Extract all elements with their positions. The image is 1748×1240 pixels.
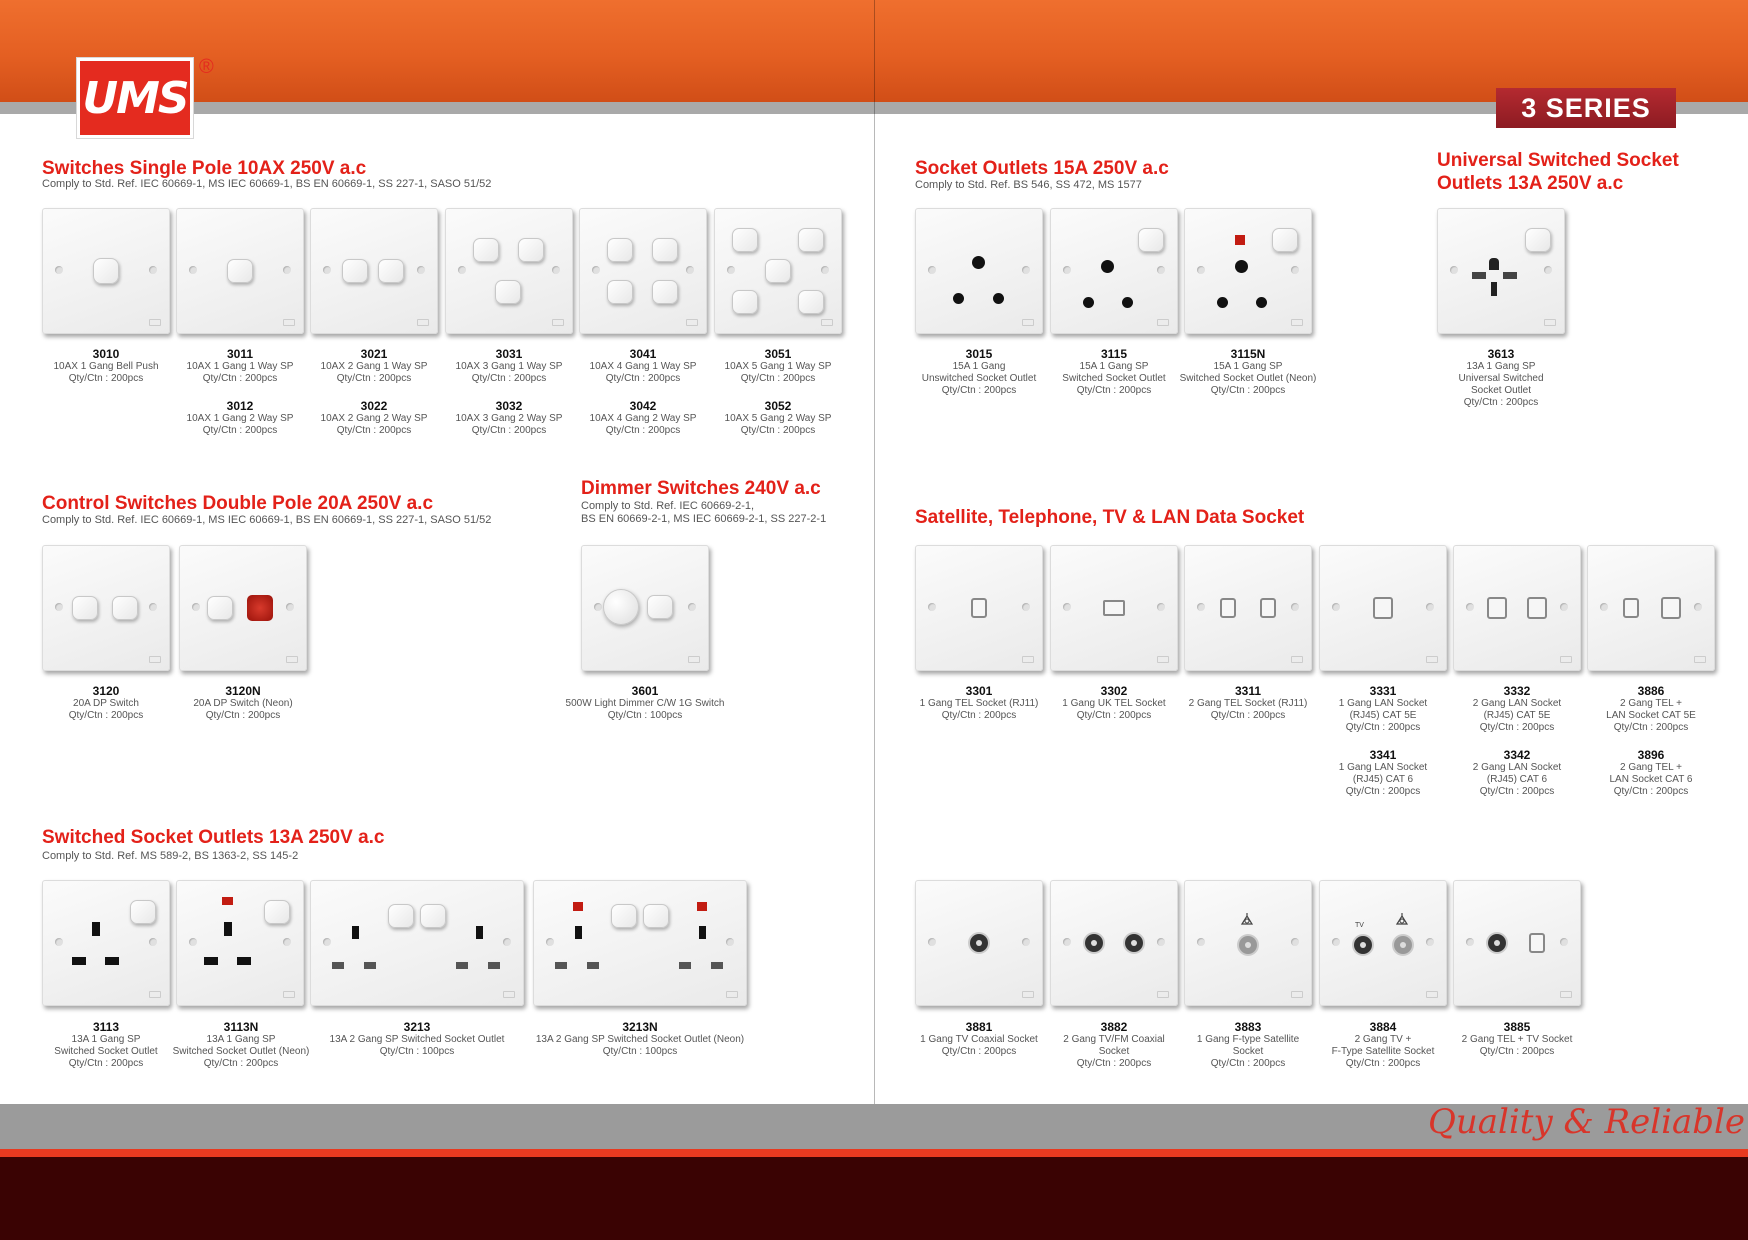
caption-3010: 3010 10AX 1 Gang Bell Push Qty/Ctn : 200pcs xyxy=(53,347,159,384)
rocker xyxy=(607,280,633,304)
plate-3613 xyxy=(1437,208,1565,334)
neon-indicator xyxy=(573,902,583,911)
rocker xyxy=(1138,228,1164,252)
heading-switched-13a: Switched Socket Outlets 13A 250V a.c xyxy=(42,827,385,848)
pin-slot xyxy=(105,957,119,965)
pin-hole xyxy=(1083,297,1094,308)
bell-push-button xyxy=(93,258,119,284)
pin-hole xyxy=(1256,297,1267,308)
earth-pin-slot xyxy=(699,926,706,939)
caption-3015: 3015 15A 1 Gang Unswitched Socket Outlet Qty/Ctn : 200pcs xyxy=(921,347,1037,396)
tv-label: TV xyxy=(1355,922,1364,929)
caption-3331: 3331 1 Gang LAN Socket (RJ45) CAT 5E Qty/Ctn : 200pcs xyxy=(1338,684,1428,733)
plate-3041 xyxy=(579,208,707,334)
rocker xyxy=(207,596,233,620)
tagline: Quality & Reliable xyxy=(1428,1102,1746,1142)
earth-pin-slot xyxy=(476,926,483,939)
caption-3302: 3302 1 Gang UK TEL Socket Qty/Ctn : 200pcs xyxy=(1062,684,1166,721)
rocker xyxy=(378,259,404,283)
caption-3883: 3883 1 Gang F-type Satellite Socket Qty/Ctn : 200pcs xyxy=(1196,1020,1300,1069)
rocker xyxy=(652,238,678,262)
neon-indicator xyxy=(697,902,707,911)
plate-3886 xyxy=(1587,545,1715,671)
caption-3301: 3301 1 Gang TEL Socket (RJ11) Qty/Ctn : 200pcs xyxy=(919,684,1039,721)
pin-hole xyxy=(993,293,1004,304)
pin-slot xyxy=(587,962,599,969)
rocker xyxy=(420,904,446,928)
dimmer-knob xyxy=(603,589,639,625)
universal-slot xyxy=(1472,272,1486,279)
plate-3015 xyxy=(915,208,1043,334)
rocker xyxy=(72,596,98,620)
pin-slot xyxy=(711,962,723,969)
rocker xyxy=(518,238,544,262)
rocker xyxy=(611,904,637,928)
pin-slot xyxy=(555,962,567,969)
ref-socket-15a: Comply to Std. Ref. BS 546, SS 472, MS 1577 xyxy=(915,179,1142,191)
rj45-jack xyxy=(1487,597,1507,619)
caption-3011: 3011 10AX 1 Gang 1 Way SP Qty/Ctn : 200pcs xyxy=(186,347,294,384)
rj45-jack xyxy=(1661,597,1681,619)
plate-3021 xyxy=(310,208,438,334)
plate-3011 xyxy=(176,208,304,334)
heading-control-switches: Control Switches Double Pole 20A 250V a.c xyxy=(42,493,434,514)
caption-3886: 3886 2 Gang TEL + LAN Socket CAT 5E Qty/Ctn : 200pcs xyxy=(1606,684,1696,733)
rj11-jack xyxy=(1260,598,1276,618)
satellite-icon xyxy=(1239,912,1255,928)
rocker xyxy=(342,259,368,283)
neon-indicator xyxy=(222,897,233,905)
pin-slot xyxy=(456,962,468,969)
pin-slot xyxy=(488,962,500,969)
ref-switched-13a: Comply to Std. Ref. MS 589-2, BS 1363-2, SS 145-2 xyxy=(42,850,299,862)
caption-3012: 3012 10AX 1 Gang 2 Way SP Qty/Ctn : 200pcs xyxy=(186,399,294,436)
caption-3115N: 3115N 15A 1 Gang SP Switched Socket Outlet (Neon) Qty/Ctn : 200pcs xyxy=(1179,347,1317,396)
pin-slot xyxy=(364,962,376,969)
caption-3311: 3311 2 Gang TEL Socket (RJ11) Qty/Ctn : 200pcs xyxy=(1188,684,1308,721)
caption-3882: 3882 2 Gang TV/FM Coaxial Socket Qty/Ctn : 200pcs xyxy=(1063,1020,1165,1069)
footer-dark-band xyxy=(0,1157,1748,1240)
pin-slot xyxy=(237,957,251,965)
caption-3115: 3115 15A 1 Gang SP Switched Socket Outlet Qty/Ctn : 200pcs xyxy=(1062,347,1166,396)
caption-3896: 3896 2 Gang TEL + LAN Socket CAT 6 Qty/Ctn : 200pcs xyxy=(1609,748,1693,797)
plate-3120N xyxy=(179,545,307,671)
rocker xyxy=(732,228,758,252)
pin-slot xyxy=(204,957,218,965)
earth-pin-slot xyxy=(352,926,359,939)
ref-dimmer-1: Comply to Std. Ref. IEC 60669-2-1, xyxy=(581,500,755,512)
caption-3332: 3332 2 Gang LAN Socket (RJ45) CAT 5E Qty/Ctn : 200pcs xyxy=(1472,684,1562,733)
caption-3031: 3031 10AX 3 Gang 1 Way SP Qty/Ctn : 200pcs xyxy=(455,347,563,384)
satellite-icon xyxy=(1394,912,1410,928)
caption-3113N: 3113N 13A 1 Gang SP Switched Socket Outlet (Neon) Qty/Ctn : 200pcs xyxy=(172,1020,310,1069)
plate-3115 xyxy=(1050,208,1178,334)
rj45-jack xyxy=(1527,597,1547,619)
ref-dimmer-2: BS EN 60669-2-1, MS IEC 60669-2-1, SS 227-2-1 xyxy=(581,513,827,525)
rocker xyxy=(643,904,669,928)
rocker xyxy=(765,259,791,283)
caption-3021: 3021 10AX 2 Gang 1 Way SP Qty/Ctn : 200pcs xyxy=(320,347,428,384)
ref-switches-sp: Comply to Std. Ref. IEC 60669-1, MS IEC 60669-1, BS EN 60669-1, SS 227-1, SASO 51/52 xyxy=(42,178,492,190)
caption-3051: 3051 10AX 5 Gang 1 Way SP Qty/Ctn : 200pcs xyxy=(724,347,832,384)
f-type-port xyxy=(1239,936,1257,954)
coax-port xyxy=(1125,934,1143,952)
caption-3341: 3341 1 Gang LAN Socket (RJ45) CAT 6 Qty/Ctn : 200pcs xyxy=(1338,748,1428,797)
caption-3113: 3113 13A 1 Gang SP Switched Socket Outlet Qty/Ctn : 200pcs xyxy=(54,1020,158,1069)
caption-3601: 3601 500W Light Dimmer C/W 1G Switch Qty/Ctn : 100pcs xyxy=(565,684,725,721)
uk-tel-jack xyxy=(1103,600,1125,616)
heading-switches-sp: Switches Single Pole 10AX 250V a.c xyxy=(42,158,367,179)
caption-3022: 3022 10AX 2 Gang 2 Way SP Qty/Ctn : 200pcs xyxy=(320,399,428,436)
plate-3051 xyxy=(714,208,842,334)
heading-universal-2: Outlets 13A 250V a.c xyxy=(1437,173,1624,194)
plate-3120 xyxy=(42,545,170,671)
rocker xyxy=(647,595,673,619)
pin-slot xyxy=(679,962,691,969)
rocker xyxy=(732,290,758,314)
plate-3331 xyxy=(1319,545,1447,671)
caption-3881: 3881 1 Gang TV Coaxial Socket Qty/Ctn : 200pcs xyxy=(920,1020,1038,1057)
plate-3031 xyxy=(445,208,573,334)
plate-3213N xyxy=(533,880,747,1006)
heading-universal-1: Universal Switched Socket xyxy=(1437,150,1679,171)
footer-red-stripe xyxy=(0,1149,1748,1157)
plate-3885 xyxy=(1453,880,1581,1006)
caption-3885: 3885 2 Gang TEL + TV Socket Qty/Ctn : 200pcs xyxy=(1461,1020,1573,1057)
plate-3311 xyxy=(1184,545,1312,671)
caption-3052: 3052 10AX 5 Gang 2 Way SP Qty/Ctn : 200pcs xyxy=(724,399,832,436)
rocker xyxy=(798,228,824,252)
pin-slot xyxy=(72,957,86,965)
rocker xyxy=(1525,228,1551,252)
earth-pin-slot xyxy=(224,922,232,936)
earth-pin-slot xyxy=(92,922,100,936)
universal-slot xyxy=(1491,282,1497,296)
rocker xyxy=(112,596,138,620)
universal-slot xyxy=(1489,258,1499,270)
heading-socket-15a: Socket Outlets 15A 250V a.c xyxy=(915,158,1169,179)
heading-dimmer: Dimmer Switches 240V a.c xyxy=(581,478,821,499)
plate-3113N xyxy=(176,880,304,1006)
plate-3115N xyxy=(1184,208,1312,334)
caption-3041: 3041 10AX 4 Gang 1 Way SP Qty/Ctn : 200pcs xyxy=(589,347,697,384)
pin-hole xyxy=(1101,260,1114,273)
coax-port xyxy=(970,934,988,952)
rocker xyxy=(798,290,824,314)
plate-3213 xyxy=(310,880,524,1006)
coax-port xyxy=(1354,936,1372,954)
caption-3342: 3342 2 Gang LAN Socket (RJ45) CAT 6 Qty/Ctn : 200pcs xyxy=(1472,748,1562,797)
caption-3032: 3032 10AX 3 Gang 2 Way SP Qty/Ctn : 200pcs xyxy=(455,399,563,436)
plate-3113 xyxy=(42,880,170,1006)
coax-port xyxy=(1488,934,1506,952)
rj11-jack xyxy=(1529,933,1545,953)
series-badge: 3 SERIES xyxy=(1496,88,1676,128)
neon-indicator xyxy=(247,595,273,621)
plate-3882 xyxy=(1050,880,1178,1006)
rocker xyxy=(388,904,414,928)
coax-port xyxy=(1085,934,1103,952)
caption-3213: 3213 13A 2 Gang SP Switched Socket Outlet Qty/Ctn : 100pcs xyxy=(329,1020,505,1057)
rocker xyxy=(495,280,521,304)
plate-3884 xyxy=(1319,880,1447,1006)
caption-3042: 3042 10AX 4 Gang 2 Way SP Qty/Ctn : 200pcs xyxy=(589,399,697,436)
plate-3881 xyxy=(915,880,1043,1006)
pin-hole xyxy=(1122,297,1133,308)
universal-slot xyxy=(1503,272,1517,279)
plate-3301 xyxy=(915,545,1043,671)
ums-logo: UMS xyxy=(77,58,193,138)
rocker xyxy=(227,259,253,283)
pin-slot xyxy=(332,962,344,969)
plate-3010 xyxy=(42,208,170,334)
caption-3120N: 3120N 20A DP Switch (Neon) Qty/Ctn : 200pcs xyxy=(193,684,293,721)
plate-3302 xyxy=(1050,545,1178,671)
registered-mark: ® xyxy=(199,56,214,78)
caption-3213N: 3213N 13A 2 Gang SP Switched Socket Outlet (Neon) Qty/Ctn : 100pcs xyxy=(535,1020,745,1057)
caption-3884: 3884 2 Gang TV + F-Type Satellite Socket Qty/Ctn : 200pcs xyxy=(1331,1020,1435,1069)
pin-hole xyxy=(972,256,985,269)
plate-3883 xyxy=(1184,880,1312,1006)
pin-hole xyxy=(1217,297,1228,308)
rocker xyxy=(652,280,678,304)
plate-3332 xyxy=(1453,545,1581,671)
ref-control-switches: Comply to Std. Ref. IEC 60669-1, MS IEC 60669-1, BS EN 60669-1, SS 227-1, SASO 51/52 xyxy=(42,514,492,526)
rocker xyxy=(264,900,290,924)
heading-data-sockets: Satellite, Telephone, TV & LAN Data Socket xyxy=(915,507,1305,528)
rocker xyxy=(473,238,499,262)
caption-3613: 3613 13A 1 Gang SP Universal Switched Socket Outlet Qty/Ctn : 200pcs xyxy=(1458,347,1544,408)
neon-indicator xyxy=(1235,235,1245,245)
rj11-jack xyxy=(971,598,987,618)
earth-pin-slot xyxy=(575,926,582,939)
pin-hole xyxy=(1235,260,1248,273)
rocker xyxy=(1272,228,1298,252)
caption-3120: 3120 20A DP Switch Qty/Ctn : 200pcs xyxy=(68,684,144,721)
plate-3601 xyxy=(581,545,709,671)
f-type-port xyxy=(1394,936,1412,954)
rj45-jack xyxy=(1373,597,1393,619)
rocker xyxy=(607,238,633,262)
rocker xyxy=(130,900,156,924)
page-spine xyxy=(874,0,875,1240)
pin-hole xyxy=(953,293,964,304)
rj11-jack xyxy=(1220,598,1236,618)
rj11-jack xyxy=(1623,598,1639,618)
